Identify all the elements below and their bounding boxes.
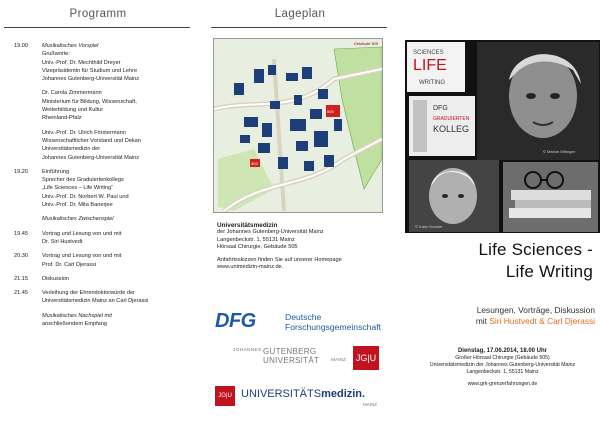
schedule-line: Johannes Gutenberg-Universität Mainz: [42, 154, 140, 161]
svg-text:GRADUIERTEN: GRADUIERTEN: [433, 116, 470, 122]
schedule-line: Univ.-Prof. Dr. Norbert W. Paul und: [42, 193, 129, 200]
schedule-line: Vortrag und Lesung von und mit: [42, 230, 122, 237]
schedule-line: Univ.-Prof. Dr. Mechthild Dreyer: [42, 59, 121, 66]
cover-subtitle: [411, 305, 595, 326]
schedule-music: Musikalisches Vorspiel: [42, 43, 99, 49]
lageplan-panel: [205, 0, 395, 424]
dfg-logo: [215, 310, 395, 336]
cover-title-line2: Life Writing: [505, 262, 593, 281]
svg-text:© Karin Kramer: © Karin Kramer: [415, 224, 443, 229]
schedule-line: Sprecher des Graduiertenkollegs: [42, 177, 124, 184]
jgu-mainz: MAINZ: [331, 358, 346, 363]
schedule-body: [42, 312, 194, 329]
schedule-line: Wissenschaftlicher Vorstand und Dekan: [42, 137, 141, 144]
schedule-entry: [14, 230, 194, 247]
schedule-line: Ministerium für Bildung, Wissenschaft,: [42, 98, 137, 105]
schedule-time: 19.00: [14, 43, 28, 49]
schedule-line: Dr. Siri Hustvedt: [42, 238, 83, 245]
dfg-name: [285, 312, 381, 332]
svg-text:© Marion Ettlinger: © Marion Ettlinger: [543, 149, 576, 154]
schedule-body: [42, 42, 194, 83]
schedule-entry: [14, 289, 194, 306]
speaker-djerassi: Carl Djerassi: [547, 315, 595, 326]
event-date: Dienstag, 17.06.2014, 18.00 Uhr: [457, 348, 548, 354]
schedule-entry: [14, 89, 194, 122]
event-url[interactable]: www.grk-grenzerfahrungen.de: [467, 381, 538, 387]
schedule-line: Rheinland-Pfalz: [42, 115, 82, 122]
schedule-list: [14, 42, 194, 334]
schedule-line: Weiterbildung und Kultur: [42, 107, 104, 114]
cover-panel: [405, 0, 600, 424]
campus-map-drawing: [214, 39, 383, 213]
cover-title-line1: Life Sciences -: [478, 240, 593, 259]
schedule-line: Grußworte:: [42, 51, 70, 58]
schedule-entry: [14, 252, 194, 269]
schedule-line: Universitätsmedizin der: [42, 146, 101, 153]
schedule-music: Musikalisches Zwischenspiel: [42, 216, 114, 223]
unimedizin-text: [241, 388, 365, 400]
schedule-line: Johannes Gutenberg-Universität Mainz: [42, 76, 140, 83]
event-info: [415, 348, 590, 388]
svg-text:WRITING: WRITING: [419, 80, 445, 86]
schedule-line: Dr. Carola Zimmermann: [42, 90, 102, 97]
event-line: Universitätsmedizin der Johannes Gutenberg-Universität Mainz: [429, 362, 576, 368]
schedule-body: [42, 230, 194, 247]
schedule-line: Vortrag und Lesung von und mit: [42, 253, 122, 260]
jgu-box: JG|U: [353, 346, 379, 370]
subtitle-and: &: [539, 315, 545, 326]
subtitle-mit: mit: [475, 315, 487, 326]
map-caption: Gebäude 505: [353, 41, 378, 46]
schedule-line: Verleihung der Ehrendoktorwürde der: [42, 290, 135, 297]
schedule-time: 21.15: [14, 275, 28, 282]
svg-text:LIFE: LIFE: [413, 57, 447, 74]
campus-map: [213, 38, 383, 213]
schedule-body: [42, 289, 194, 306]
lageplan-title: Lageplan: [274, 8, 326, 20]
subtitle-line1: Lesungen, Vorträge, Diskussion: [476, 305, 595, 315]
lageplan-divider: [211, 27, 387, 28]
unimedizin-logo: [215, 384, 395, 414]
schedule-line: Universitätsmedizin Mainz an Carl Djerassi: [42, 298, 149, 305]
schedule-body: [42, 215, 194, 223]
svg-text:303: 303: [251, 161, 258, 166]
schedule-line: Diskussion: [42, 275, 70, 282]
schedule-line: Vizepräsidentin für Studium und Lehre: [42, 67, 138, 74]
schedule-entry: [14, 215, 194, 223]
schedule-line: Einführung: [42, 168, 70, 175]
unimedizin-mainz: MAINZ: [363, 402, 377, 407]
programm-divider: [4, 27, 190, 28]
schedule-music: Musikalisches Nachspiel mit: [42, 312, 112, 319]
address-line: Hörsaal Chirurgie, Gebäude 505: [217, 244, 298, 251]
schedule-body: [42, 275, 194, 283]
schedule-line: Prof. Dr. Carl Djerassi: [42, 261, 97, 268]
address-block: [217, 222, 395, 271]
event-line: Großer Hörsaal Chirurgie (Gebäude 505): [455, 355, 550, 361]
svg-text:SCIENCES: SCIENCES: [413, 50, 444, 56]
jgu-gutenberg: GUTENBERG: [263, 347, 317, 356]
address-line: der Johannes Gutenberg-Universität Mainz: [217, 229, 324, 236]
svg-text:505: 505: [327, 109, 334, 114]
schedule-entry: [14, 42, 194, 83]
unimedizin-box: JG|U: [215, 386, 235, 406]
schedule-entry: [14, 129, 194, 162]
programm-title: Programm: [69, 8, 127, 20]
schedule-entry: [14, 275, 194, 283]
event-line: Langenbeckstr. 1, 55131 Mainz: [466, 369, 539, 375]
jgu-johannes: JOHANNES: [233, 348, 262, 353]
unimedizin-text-a: UNIVERSITÄTS: [241, 388, 322, 400]
dfg-mark: DFG: [215, 310, 256, 332]
photo-collage: [405, 40, 600, 233]
schedule-time: 21.45: [14, 290, 28, 297]
address-line: Langenbeckstr. 1, 55131 Mainz: [217, 236, 295, 243]
unimedizin-text-b: medizin.: [321, 388, 366, 400]
schedule-line: anschließendem Empfang: [42, 321, 107, 328]
dfg-name-line: Forschungsgemeinschaft: [285, 322, 382, 332]
collage-drawing: [405, 40, 600, 233]
schedule-time: 19.20: [14, 168, 28, 175]
schedule-entry: [14, 312, 194, 329]
directions-note: Anfahrtsskizzen finden Sie auf unserer Homepage: [217, 256, 342, 263]
schedule-time: 19.45: [14, 230, 28, 237]
schedule-body: [42, 129, 194, 162]
schedule-body: [42, 252, 194, 269]
svg-text:DFG: DFG: [433, 105, 448, 112]
subtitle-line2: [411, 316, 595, 327]
address-head: Universitätsmedizin: [217, 222, 278, 229]
schedule-entry: [14, 168, 194, 209]
jgu-logo: [233, 346, 393, 372]
directions-url[interactable]: www.unimedizin-mainz.de.: [217, 264, 284, 271]
schedule-line: Univ.-Prof. Dr. Mita Banerjee: [42, 202, 113, 209]
svg-text:KOLLEG: KOLLEG: [433, 124, 470, 134]
schedule-body: [42, 89, 194, 122]
programm-panel: [0, 0, 196, 424]
schedule-time: 20.30: [14, 253, 28, 260]
schedule-body: [42, 168, 194, 209]
schedule-line: „Life Sciences – Life Writing“: [42, 185, 114, 192]
schedule-line: Univ.-Prof. Dr. Ulrich Förstermann: [42, 129, 126, 136]
speaker-hustvedt: Siri Hustvedt: [489, 315, 537, 326]
dfg-name-line: Deutsche: [285, 312, 322, 322]
jgu-universitaet: UNIVERSITÄT: [263, 356, 320, 365]
